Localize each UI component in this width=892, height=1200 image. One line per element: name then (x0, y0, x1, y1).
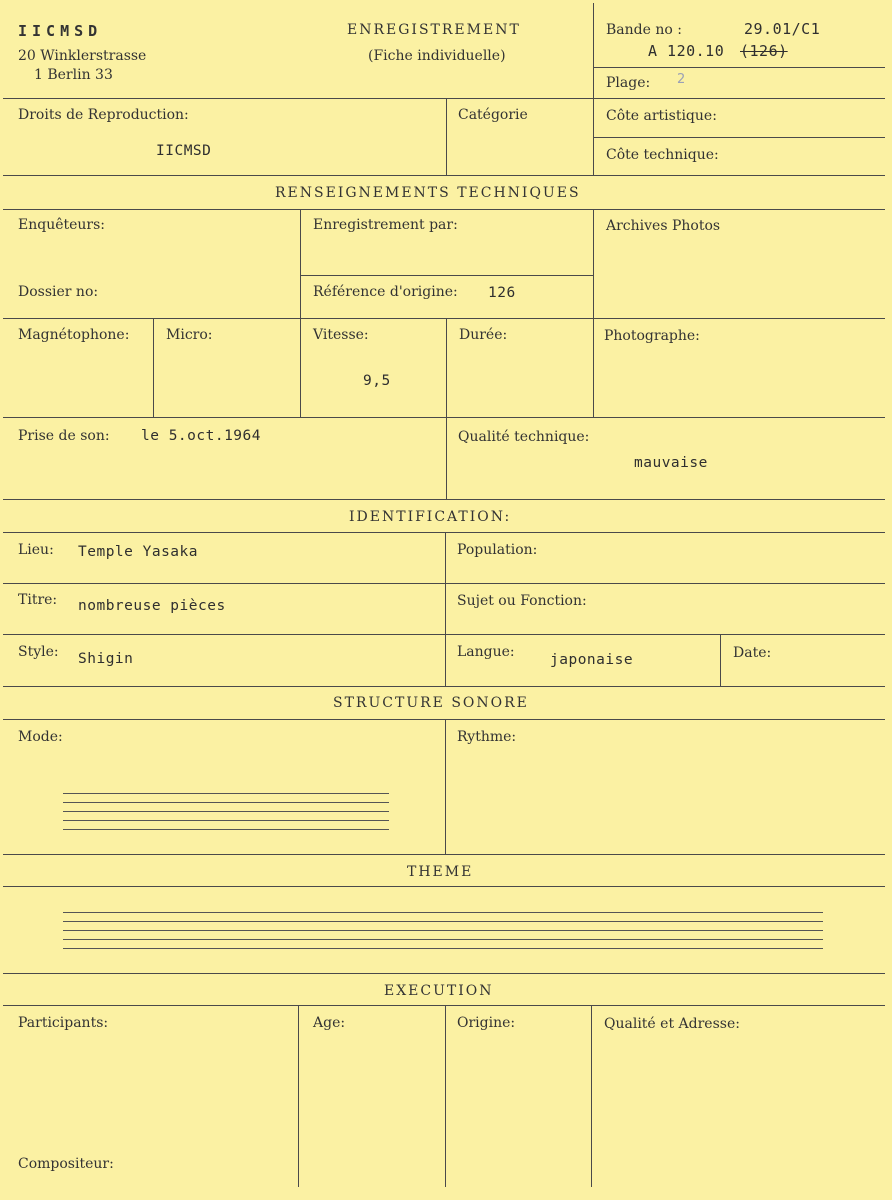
divider (593, 3, 594, 175)
age-label: Age: (313, 1015, 346, 1031)
prise-label: Prise de son: (18, 428, 110, 444)
participants-label: Participants: (18, 1015, 109, 1031)
divider (3, 209, 885, 210)
plage-label: Plage: (606, 75, 651, 91)
lieu-label: Lieu: (18, 542, 54, 558)
divider (593, 209, 594, 417)
date-label: Date: (733, 645, 772, 661)
divider (3, 318, 885, 319)
vitesse-label: Vitesse: (313, 327, 369, 343)
divider (3, 886, 885, 887)
divider (3, 98, 885, 99)
style-value: Shigin (78, 651, 134, 667)
archives-photos-label: Archives Photos (606, 218, 721, 234)
cote-artistique-label: Côte artistique: (606, 108, 717, 124)
divider (591, 1005, 592, 1187)
bande-value2: A 120.10 (648, 42, 725, 60)
address-line2: 1 Berlin 33 (34, 67, 113, 83)
divider (300, 275, 593, 276)
page-subtitle: (Fiche individuelle) (368, 48, 506, 64)
divider (445, 1005, 446, 1187)
titre-value: nombreuse pièces (78, 598, 226, 614)
langue-value: japonaise (550, 652, 634, 668)
magnetophone-label: Magnétophone: (18, 327, 130, 343)
plage-value: 2 (677, 72, 686, 87)
address-line1: 20 Winklerstrasse (18, 48, 147, 64)
origine-label: Origine: (457, 1015, 516, 1031)
qualite-technique-value: mauvaise (634, 455, 708, 471)
prise-value: le 5.oct.1964 (141, 428, 261, 444)
reference-label: Référence d'origine: (313, 284, 458, 300)
bande-value1: 29.01/C1 (744, 20, 821, 38)
sujet-label: Sujet ou Fonction: (457, 593, 587, 609)
divider (3, 854, 885, 855)
org-logo: IICMSD (18, 22, 103, 40)
categorie-label: Catégorie (458, 107, 528, 123)
section-title-identification: IDENTIFICATION: (349, 509, 512, 525)
vitesse-value: 9,5 (363, 373, 391, 389)
divider (446, 98, 447, 175)
titre-label: Titre: (18, 592, 58, 608)
compositeur-label: Compositeur: (18, 1156, 114, 1172)
page-title: ENREGISTREMENT (347, 22, 521, 38)
langue-label: Langue: (457, 644, 515, 660)
divider (593, 137, 885, 138)
qualite-technique-label: Qualité technique: (458, 429, 590, 445)
mode-label: Mode: (18, 729, 63, 745)
micro-label: Micro: (166, 327, 213, 343)
divider (445, 719, 446, 854)
photographe-label: Photographe: (604, 328, 700, 344)
enregistrement-par-label: Enregistrement par: (313, 217, 458, 233)
divider (298, 1005, 299, 1187)
divider (3, 1005, 885, 1006)
section-title-technique: RENSEIGNEMENTS TECHNIQUES (275, 185, 581, 201)
style-label: Style: (18, 644, 59, 660)
divider (593, 67, 885, 68)
divider (720, 634, 721, 686)
droits-label: Droits de Reproduction: (18, 107, 189, 123)
reference-value: 126 (488, 285, 516, 301)
section-title-structure: STRUCTURE SONORE (333, 695, 529, 711)
divider (445, 532, 446, 686)
divider (3, 973, 885, 974)
divider (153, 318, 154, 417)
divider (300, 209, 301, 417)
cote-technique-label: Côte technique: (606, 147, 719, 163)
qualite-adresse-label: Qualité et Adresse: (604, 1016, 740, 1032)
divider (3, 719, 885, 720)
bande-label: Bande no : (606, 22, 682, 38)
divider (446, 318, 447, 499)
divider (3, 532, 885, 533)
section-title-execution: EXECUTION (384, 983, 494, 999)
lieu-value: Temple Yasaka (78, 544, 198, 560)
divider (3, 686, 885, 687)
divider (3, 634, 885, 635)
bande-value-struck: (126) (740, 42, 788, 60)
divider (3, 583, 885, 584)
droits-value: IICMSD (156, 143, 212, 159)
divider (3, 417, 885, 418)
enqueteurs-label: Enquêteurs: (18, 217, 106, 233)
dossier-label: Dossier no: (18, 284, 99, 300)
section-title-theme: THEME (407, 864, 474, 880)
divider (3, 175, 885, 176)
population-label: Population: (457, 542, 538, 558)
divider (3, 499, 885, 500)
duree-label: Durée: (459, 327, 508, 343)
rythme-label: Rythme: (457, 729, 517, 745)
